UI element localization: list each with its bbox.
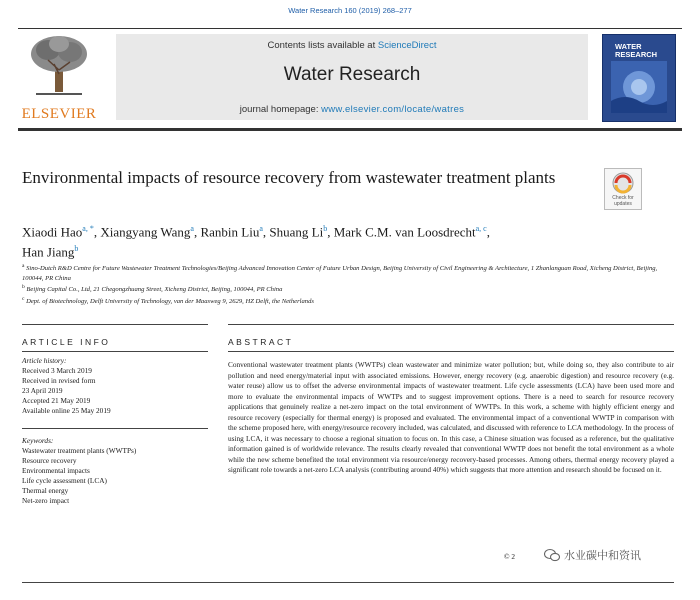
abstract-heading-rule [228, 351, 674, 352]
author-affiliation-mark[interactable]: b [74, 244, 79, 254]
history-item: Accepted 21 May 2019 [22, 396, 91, 405]
keywords-rule [22, 428, 208, 429]
keyword-item: Wastewater treatment plants (WWTPs) [22, 446, 137, 455]
affiliation-item [22, 262, 662, 283]
elsevier-logo[interactable] [18, 34, 100, 122]
header-rule-top [18, 28, 682, 29]
author-name[interactable]: Han Jiang [22, 244, 75, 260]
journal-homepage-link[interactable]: www.elsevier.com/locate/watres [321, 104, 465, 115]
affiliation-text: Beijing Capital Co., Ltd, 21 Chegongzhuang Street, Xicheng District, Beijing, 100044, PR China [26, 286, 283, 294]
author-list: Xiaodi Hao$^{a, *}$, Xiangyang Wang$^a$, Ranbin Liu$^a$, Shuang Li$^b$, Mark C.M. van Loosdrecht$^{a, c}$, Han Jiang$^b$ [22, 224, 490, 260]
keyword-item: Life cycle assessment (LCA) [22, 476, 107, 485]
affiliation-text: Dept. of Biotechnology, Delft University of Technology, van der Maasweg 9, 2629, HZ Delft, the Netherlands [26, 298, 314, 306]
author-name[interactable]: Ranbin Liu [200, 224, 260, 240]
article-title: Environmental impacts of resource recovery from wastewater treatment plants [22, 168, 556, 187]
check-for-updates-badge[interactable] [604, 168, 642, 210]
contents-prefix: Contents lists available at [267, 40, 378, 51]
affiliation-mark: b [22, 284, 25, 291]
elsevier-tree-icon [26, 34, 92, 96]
keywords-label: Keywords: [22, 436, 54, 445]
author-affiliation-mark[interactable]: b [323, 224, 328, 233]
bottom-rule [22, 582, 674, 583]
keyword-item: Environmental impacts [22, 466, 90, 475]
history-item: Available online 25 May 2019 [22, 406, 111, 415]
history-item: Received 3 March 2019 [22, 366, 92, 375]
keyword-item: Thermal energy [22, 486, 69, 495]
cover-art-icon [611, 61, 667, 113]
history-item: 23 April 2019 [22, 386, 63, 395]
article-info-heading-rule [22, 351, 208, 352]
author-name[interactable]: Xiaodi Hao [22, 224, 83, 240]
article-history-label: Article history: [22, 356, 67, 365]
author-name[interactable]: Mark C.M. van Loosdrecht [333, 224, 476, 240]
journal-title: Water Research [283, 64, 421, 85]
author-affiliation-mark[interactable]: a [259, 224, 263, 233]
author-affiliation-mark[interactable]: a [190, 224, 194, 233]
watermark-text: 水业碳中和资讯 [564, 549, 641, 562]
abstract-heading: ABSTRACT [228, 337, 294, 347]
journal-citation[interactable]: Water Research 160 (2019) 268–277 [288, 6, 412, 15]
author-name[interactable]: Shuang Li [269, 224, 324, 240]
history-item: Received in revised form [22, 376, 96, 385]
check-badge-label: Check for updates [612, 195, 634, 207]
cover-title: WATER RESEARCH [615, 42, 658, 59]
affiliation-item [22, 283, 662, 295]
author-name[interactable]: Xiangyang Wang [100, 224, 191, 240]
author-affiliation-mark[interactable]: a, c [475, 224, 487, 233]
homepage-line [116, 104, 588, 115]
affiliation-item [22, 295, 662, 307]
check-updates-icon [605, 169, 641, 197]
article-info-heading: ARTICLE INFO [22, 337, 111, 347]
contents-line [116, 40, 588, 51]
affiliation-mark: a [22, 263, 25, 269]
author-affiliation-mark[interactable]: a, * [82, 224, 94, 233]
affiliation-text: Sino-Dutch R&D Centre for Future Wastewater Treatment Technologies/Beijing Advanced Innovation Center of Future Urban Design, Beijing University of Civil Engineering & Architecture, 1 Zhanlanguan Road, Xicheng District, Beijing, 100044, PR China [22, 265, 658, 282]
homepage-prefix: journal homepage: [239, 104, 322, 115]
keyword-list [22, 436, 202, 506]
keyword-item: Net-zero impact [22, 496, 70, 505]
abstract-body: Conventional wastewater treatment plants (WWTPs) clean wastewater and minimize water pollution; but, while doing so, they also contribute to air pollution and need energy/material input with associated emissions. However, energy recovery (e.g. anaerobic digestion) and resource recovery (e.g. water reuse) allow us to offset the adverse environmental impacts of wastewater treatment. Life cycle assessments (LCA) have been used more and more to evaluate the environmental impacts of WWTPs and to suggest improvement options. There is a need to search for resource recovery applications that genuinely realize a net-zero impact on the total environment of WWTPs. In this work, a scheme with highly efficient energy and resource recovery (especially for thermal energy) is proposed and evaluated. The environmental impact of a conventional WWTP in comparison with the scheme proposed here, with energy/resource recovery included, was calculated, and discussed with reference to LCA methodology. In the process of using LCA, it was necessary to choose a regional situation to focus on. In this case, a Chinese situation was focused as a reference, but the qualitative information gained is of worldwide relevance. The results clearly revealed that conventional WWTP does not benefit the total environment as a whole while the new scheme benefited the total environment via resource/energy recovery-based processes. Among others, thermal energy recovery played a significant role towards a net-zero LCA analysis (contributing around 40%) which suggests that more attention and research should be focused on it. [228, 360, 674, 474]
header-rule-bottom [18, 128, 682, 131]
elsevier-wordmark: ELSEVIER [21, 106, 97, 122]
copyright-notice: © 2 [504, 552, 516, 561]
keyword-item: Resource recovery [22, 456, 77, 465]
wechat-icon [544, 548, 560, 562]
affiliation-list [22, 262, 662, 307]
journal-cover[interactable] [602, 34, 676, 122]
sciencedirect-link[interactable]: ScienceDirect [377, 40, 437, 51]
wechat-watermark [544, 547, 641, 563]
affiliation-mark: c [22, 295, 25, 302]
article-info-top-rule [22, 324, 208, 325]
journal-banner [116, 34, 588, 120]
abstract-top-rule [228, 324, 674, 325]
article-history [22, 356, 202, 416]
